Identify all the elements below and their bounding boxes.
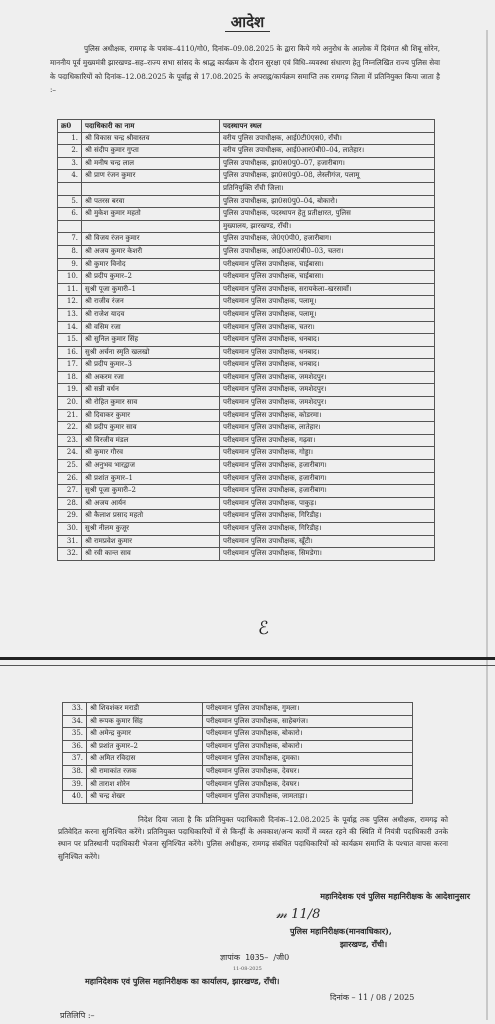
cell-posting: परीक्ष्यमान पुलिस उपाधीक्षक, जमशेदपुर। bbox=[220, 397, 435, 410]
cell-name: श्री रवी कान्त साव bbox=[82, 548, 220, 561]
table-row bbox=[58, 397, 435, 410]
cell-name: श्री प्रदीप कुमार साव bbox=[82, 422, 220, 435]
directive-paragraph: निदेश दिया जाता है कि प्रतिनियुक्त पदाधिकारी दिनांक–12.08.2025 के पूर्वाह्न तक पुलिस अधीक्षक, रामगढ़ को प्रतिवेदित करना सुनिश्चित करेंगे। प्रतिनियुक्त पदाधिकारियों में से किन्हीं के अवकाश/अन्य कार्यों में व्यस्त रहने की स्थिति में नियंत्री पदाधिकारी उनके स्थान पर प्रतिस्थानी पदाधिकारी भेजना सुनिश्चित करेंगे। पुलिस अधीक्षक, रामगढ़ संबंधित पदाधिकारियों को कार्यक्रम समाप्ति के पश्चात वापस करना सुनिश्चित करेंगे। bbox=[58, 815, 448, 861]
cell-posting: परीक्ष्यमान पुलिस उपाधीक्षक, सिमडेगा। bbox=[220, 548, 435, 561]
cell-name: श्री रामाकांत रजक bbox=[87, 765, 203, 778]
cell-sr: 25. bbox=[58, 460, 82, 473]
cell-posting: परीक्ष्यमान पुलिस उपाधीक्षक, हजारीबाग। bbox=[220, 472, 435, 485]
cell-posting: परीक्ष्यमान पुलिस उपाधीक्षक, गिरिडीह। bbox=[220, 510, 435, 523]
table-row bbox=[58, 371, 435, 384]
cell-sr bbox=[58, 182, 82, 195]
cell-sr: 16. bbox=[58, 346, 82, 359]
table-row bbox=[58, 258, 435, 271]
cell-sr: 21. bbox=[58, 409, 82, 422]
cell-sr: 36. bbox=[63, 740, 87, 753]
cell-name: श्री सुनिल कुमार सिंह bbox=[82, 334, 220, 347]
officers-table-2 bbox=[62, 702, 413, 804]
table-row bbox=[58, 308, 435, 321]
table-row bbox=[58, 346, 435, 359]
table-row bbox=[63, 778, 413, 791]
cell-name: श्री अकरम रजा bbox=[82, 371, 220, 384]
cell-name: श्री प्रशांत कुमार–1 bbox=[82, 472, 220, 485]
cell-sr: 11. bbox=[58, 283, 82, 296]
cell-name: श्री प्राण रंजन कुमार bbox=[82, 170, 220, 183]
cell-name: श्री विजय रंजन कुमार bbox=[82, 233, 220, 246]
cell-sr: 40. bbox=[63, 791, 87, 804]
cell-sr: 13. bbox=[58, 308, 82, 321]
cell-posting: पुलिस उपाधीक्षक, झा0स0पु0–04, बोकारो। bbox=[220, 195, 435, 208]
cell-name: श्री संदीप कुमार गुप्ता bbox=[82, 145, 220, 158]
table-row bbox=[58, 195, 435, 208]
table-row bbox=[58, 321, 435, 334]
scan-edge bbox=[486, 30, 488, 1020]
table-row bbox=[58, 220, 435, 233]
cell-name: श्री कुमार गौरव bbox=[82, 447, 220, 460]
cell-name bbox=[82, 182, 220, 195]
cell-posting: परीक्ष्यमान पुलिस उपाधीक्षक, साहेबगंज। bbox=[203, 715, 413, 728]
cell-posting: पुलिस उपाधीक्षक, जे0ए0पी0, हजारीबाग। bbox=[220, 233, 435, 246]
table-row bbox=[58, 485, 435, 498]
header-sr: क्र0 bbox=[58, 120, 82, 133]
cell-sr: 30. bbox=[58, 523, 82, 536]
cell-name: श्री सन्नी वर्धन bbox=[82, 384, 220, 397]
date-line: दिनांक – 11 / 08 / 2025 bbox=[330, 993, 415, 1002]
cell-posting: पुलिस उपाधीक्षक, झा0स0पु0–08, लेस्लीगंज, पलामू bbox=[220, 170, 435, 183]
table-row bbox=[63, 791, 413, 804]
order-authority-line: महानिदेशक एवं पुलिस महानिरीक्षक के आदेशानुसार bbox=[320, 891, 470, 901]
cell-sr: 32. bbox=[58, 548, 82, 561]
cell-name: श्री अमेन्द्र कुमार bbox=[87, 728, 203, 741]
cell-name: श्री अनुभव भारद्वाज bbox=[82, 460, 220, 473]
cell-name: श्री राजीव रंजन bbox=[82, 296, 220, 309]
cell-sr: 34. bbox=[63, 715, 87, 728]
cell-posting: परीक्ष्यमान पुलिस उपाधीक्षक, धनबाद। bbox=[220, 346, 435, 359]
cell-posting: परीक्ष्यमान पुलिस उपाधीक्षक, गुमला। bbox=[203, 703, 413, 716]
table-row bbox=[58, 497, 435, 510]
cell-posting: परीक्ष्यमान पुलिस उपाधीक्षक, लातेहार। bbox=[220, 422, 435, 435]
table-row bbox=[58, 170, 435, 183]
cell-sr: 37. bbox=[63, 753, 87, 766]
table-row bbox=[58, 208, 435, 221]
cell-posting: परीक्ष्यमान पुलिस उपाधीक्षक, पलामू। bbox=[220, 308, 435, 321]
cell-sr: 14. bbox=[58, 321, 82, 334]
cell-name: श्री प्रशांत कुमार–2 bbox=[87, 740, 203, 753]
table-row bbox=[58, 447, 435, 460]
cell-posting: परीक्ष्यमान पुलिस उपाधीक्षक, देवघर। bbox=[203, 778, 413, 791]
memo-stamp-date: 11-08-2025 bbox=[233, 966, 262, 972]
cell-posting: परीक्ष्यमान पुलिस उपाधीक्षक, देवघर। bbox=[203, 765, 413, 778]
table-row bbox=[58, 472, 435, 485]
memo-suffix: /जी0 bbox=[273, 953, 290, 962]
table-row bbox=[58, 296, 435, 309]
cell-posting: परीक्ष्यमान पुलिस उपाधीक्षक, जमशेदपुर। bbox=[220, 384, 435, 397]
table-row bbox=[63, 728, 413, 741]
page-divider bbox=[0, 657, 495, 660]
cell-sr: 19. bbox=[58, 384, 82, 397]
copy-to-label: प्रतिलिपि :– bbox=[60, 1011, 95, 1020]
table-row bbox=[58, 460, 435, 473]
cell-posting: वरीय पुलिस उपाधीक्षक, आई0टी0एस0, राँची। bbox=[220, 132, 435, 145]
table-row bbox=[63, 753, 413, 766]
table-row bbox=[58, 271, 435, 284]
cell-name: श्री मुकेश कुमार महतो bbox=[82, 208, 220, 221]
cell-sr: 9. bbox=[58, 258, 82, 271]
cell-name: श्री अजय कुमार केशरी bbox=[82, 245, 220, 258]
cell-posting: परीक्ष्यमान पुलिस उपाधीक्षक, खूँटी। bbox=[220, 535, 435, 548]
cell-posting: परीक्ष्यमान पुलिस उपाधीक्षक, गोड्डा। bbox=[220, 447, 435, 460]
table-row bbox=[63, 715, 413, 728]
table-row bbox=[58, 157, 435, 170]
cell-sr: 31. bbox=[58, 535, 82, 548]
cell-posting: परीक्ष्यमान पुलिस उपाधीक्षक, चाईबासा। bbox=[220, 258, 435, 271]
cell-posting: परीक्ष्यमान पुलिस उपाधीक्षक, गढ़वा। bbox=[220, 434, 435, 447]
cell-posting: मुख्यालय, झारखण्ड, राँची। bbox=[220, 220, 435, 233]
cell-sr: 6. bbox=[58, 208, 82, 221]
page-title: आदेश bbox=[0, 12, 495, 32]
cell-name: श्री रूपक कुमार सिंह bbox=[87, 715, 203, 728]
memo-number: 1035 bbox=[245, 953, 265, 962]
cell-sr bbox=[58, 220, 82, 233]
initial-mark: ℰ bbox=[258, 618, 269, 639]
cell-name: सुश्री पूजा कुमारी–1 bbox=[82, 283, 220, 296]
cell-name: श्री विकास चन्द्र श्रीवास्तव bbox=[82, 132, 220, 145]
cell-sr: 8. bbox=[58, 245, 82, 258]
table-row bbox=[58, 384, 435, 397]
cell-name: सुश्री पूजा कुमारी–2 bbox=[82, 485, 220, 498]
table-row bbox=[58, 182, 435, 195]
cell-name: श्री प्रदीप कुमार–3 bbox=[82, 359, 220, 372]
cell-posting: वरीय पुलिस उपाधीक्षक, आई0आर0बी0–04, लातेहार। bbox=[220, 145, 435, 158]
cell-posting: परीक्ष्यमान पुलिस उपाधीक्षक, हजारीबाग। bbox=[220, 460, 435, 473]
cell-sr: 28. bbox=[58, 497, 82, 510]
cell-posting: परीक्ष्यमान पुलिस उपाधीक्षक, बोकारो। bbox=[203, 728, 413, 741]
cell-posting: परीक्ष्यमान पुलिस उपाधीक्षक, पाकुड़। bbox=[220, 497, 435, 510]
table-row bbox=[63, 740, 413, 753]
table-row bbox=[58, 145, 435, 158]
cell-posting: प्रतिनियुक्ति राँची जिला। bbox=[220, 182, 435, 195]
table-row bbox=[63, 703, 413, 716]
cell-posting: परीक्ष्यमान पुलिस उपाधीक्षक, दुमका। bbox=[203, 753, 413, 766]
cell-posting: परीक्ष्यमान पुलिस उपाधीक्षक, जामताड़ा। bbox=[203, 791, 413, 804]
cell-posting: परीक्ष्यमान पुलिस उपाधीक्षक, धनबाद। bbox=[220, 334, 435, 347]
cell-name: श्री दिवाकर कुमार bbox=[82, 409, 220, 422]
cell-sr: 33. bbox=[63, 703, 87, 716]
table-row bbox=[58, 409, 435, 422]
cell-name: श्री विरजीव मंडल bbox=[82, 434, 220, 447]
cell-sr: 24. bbox=[58, 447, 82, 460]
cell-sr: 39. bbox=[63, 778, 87, 791]
cell-sr: 27. bbox=[58, 485, 82, 498]
cell-name: श्री मनीष चन्द्र लाल bbox=[82, 157, 220, 170]
table-row bbox=[58, 233, 435, 246]
cell-sr: 20. bbox=[58, 397, 82, 410]
office-name: महानिदेशक एवं पुलिस महानिरीक्षक का कार्यालय, झारखण्ड, राँची। bbox=[85, 976, 280, 986]
cell-sr: 1. bbox=[58, 132, 82, 145]
cell-posting: परीक्ष्यमान पुलिस उपाधीक्षक, धनबाद। bbox=[220, 359, 435, 372]
cell-sr: 15. bbox=[58, 334, 82, 347]
cell-posting: पुलिस उपाधीक्षक, झा0स0पु0–07, हजारीबाग। bbox=[220, 157, 435, 170]
cell-sr: 4. bbox=[58, 170, 82, 183]
cell-name: श्री रोहित कुमार साव bbox=[82, 397, 220, 410]
cell-sr: 5. bbox=[58, 195, 82, 208]
cell-name: श्री राजेश यादव bbox=[82, 308, 220, 321]
table-row bbox=[58, 334, 435, 347]
cell-posting: परीक्ष्यमान पुलिस उपाधीक्षक, बोकारो। bbox=[203, 740, 413, 753]
signatory-location: झारखण्ड, राँची। bbox=[340, 939, 388, 949]
table-row bbox=[58, 422, 435, 435]
table-row bbox=[63, 765, 413, 778]
cell-name: सुश्री अर्चना स्मृति खलखो bbox=[82, 346, 220, 359]
signatory-designation: पुलिस महानिरीक्षक(मानवाधिकार), bbox=[290, 926, 392, 936]
intro-paragraph: पुलिस अधीक्षक, रामगढ़ के पत्रांक–4110/गो0, दिनांक–09.08.2025 के द्वारा किये गये अनुरोध के आलोक में दिवंगत श्री शिबू सोरेन, माननीय पूर्व मुख्यमंत्री झारखण्ड–सह–राज्य सभा सांसद के श्राद्ध कार्यक्रम के दौरान सुरक्षा एवं विधि–व्यवस्था संधारण हेतु निम्नलिखित राज्य पुलिस सेवा के पदाधिकारियों को दिनांक–12.08.2025 के पूर्वाह्न से 17.08.2025 के अपराह्न/कार्यक्रम समाप्ति तक रामगढ़ जिला में प्रतिनियुक्त किया जाता है :– bbox=[50, 44, 440, 95]
table-row bbox=[58, 548, 435, 561]
table-row bbox=[58, 132, 435, 145]
cell-name: श्री शिवशंकर मराडी bbox=[87, 703, 203, 716]
cell-sr: 23. bbox=[58, 434, 82, 447]
cell-sr: 29. bbox=[58, 510, 82, 523]
cell-sr: 18. bbox=[58, 371, 82, 384]
memo-label: ज्ञापांक bbox=[220, 953, 240, 962]
cell-posting: पुलिस उपाधीक्षक, आई0आर0बी0–03, चतरा। bbox=[220, 245, 435, 258]
cell-sr: 12. bbox=[58, 296, 82, 309]
cell-name: श्री रामप्रवेश कुमार bbox=[82, 535, 220, 548]
cell-name: श्री कैलाश प्रसाद महतो bbox=[82, 510, 220, 523]
cell-sr: 22. bbox=[58, 422, 82, 435]
cell-sr: 17. bbox=[58, 359, 82, 372]
cell-posting: परीक्ष्यमान पुलिस उपाधीक्षक, चतरा। bbox=[220, 321, 435, 334]
cell-posting: पुलिस उपाधीक्षक, पदस्थापन हेतु प्रतीक्षारत, पुलिस bbox=[220, 208, 435, 221]
cell-posting: परीक्ष्यमान पुलिस उपाधीक्षक, हजारीबाग। bbox=[220, 485, 435, 498]
table-row bbox=[58, 434, 435, 447]
cell-posting: परीक्ष्यमान पुलिस उपाधीक्षक, पलामू। bbox=[220, 296, 435, 309]
table-row bbox=[58, 245, 435, 258]
cell-sr: 10. bbox=[58, 271, 82, 284]
cell-name: श्री वसिम रजा bbox=[82, 321, 220, 334]
cell-name: श्री ताराश शोरेन bbox=[87, 778, 203, 791]
table-header-row bbox=[58, 120, 435, 133]
table-row bbox=[58, 283, 435, 296]
cell-name bbox=[82, 220, 220, 233]
cell-name: सुश्री नीलम कुजूर bbox=[82, 523, 220, 536]
page-divider-thin bbox=[0, 665, 495, 666]
table-row bbox=[58, 535, 435, 548]
table-row bbox=[58, 510, 435, 523]
table-row bbox=[58, 359, 435, 372]
officers-table-1 bbox=[57, 119, 435, 561]
cell-posting: परीक्ष्यमान पुलिस उपाधीक्षक, गिरिडीह। bbox=[220, 523, 435, 536]
cell-name: श्री प्रदीप कुमार–2 bbox=[82, 271, 220, 284]
cell-sr: 7. bbox=[58, 233, 82, 246]
table-row bbox=[58, 523, 435, 536]
cell-posting: परीक्ष्यमान पुलिस उपाधीक्षक, कोडरमा। bbox=[220, 409, 435, 422]
cell-posting: परीक्ष्यमान पुलिस उपाधीक्षक, जमशेदपुर। bbox=[220, 371, 435, 384]
cell-posting: परीक्ष्यमान पुलिस उपाधीक्षक, सरायकेला–खरसावाँ। bbox=[220, 283, 435, 296]
memo-number-line: ज्ञापांक 1035– /जी0 bbox=[220, 953, 290, 962]
cell-name: श्री कुमार विनोद bbox=[82, 258, 220, 271]
cell-posting: परीक्ष्यमान पुलिस उपाधीक्षक, चाईबासा। bbox=[220, 271, 435, 284]
cell-name: श्री चन्द्र शेखर bbox=[87, 791, 203, 804]
cell-sr: 2. bbox=[58, 145, 82, 158]
cell-sr: 26. bbox=[58, 472, 82, 485]
cell-sr: 35. bbox=[63, 728, 87, 741]
signature-scribble: 𝓂 11/8 bbox=[276, 907, 321, 922]
header-name: पदाधिकारी का नाम bbox=[82, 120, 220, 133]
cell-sr: 38. bbox=[63, 765, 87, 778]
cell-name: श्री अजय आर्यन bbox=[82, 497, 220, 510]
header-posting: पदस्थापन स्थल bbox=[220, 120, 435, 133]
cell-name: श्री पतरस बरवा bbox=[82, 195, 220, 208]
cell-name: श्री अमित रविदास bbox=[87, 753, 203, 766]
cell-sr: 3. bbox=[58, 157, 82, 170]
